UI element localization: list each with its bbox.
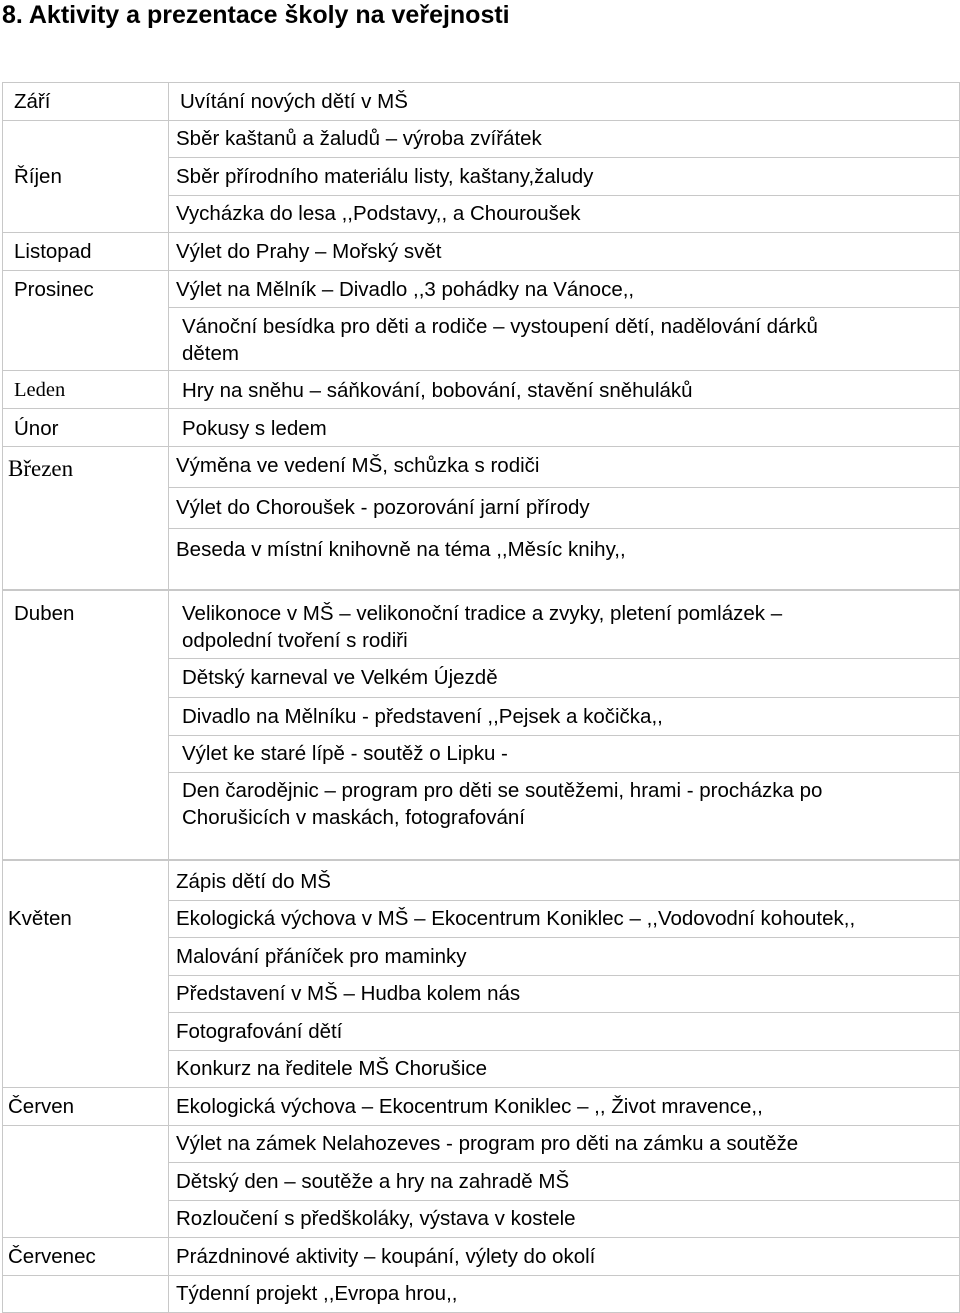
row-divider (168, 1275, 960, 1276)
activity-item: Sběr kaštanů a žaludů – výroba zvířátek (176, 127, 542, 150)
month-label-rijen: Říjen (14, 165, 62, 188)
activity-item: Dětský den – soutěže a hry na zahradě MŠ (176, 1170, 570, 1193)
row-divider (168, 900, 960, 901)
activity-item: Představení v MŠ – Hudba kolem nás (176, 982, 521, 1005)
month-divider (2, 120, 168, 121)
activity-item: Výlet ke staré lípě - soutěž o Lipku - (182, 742, 508, 765)
row-divider (168, 370, 960, 371)
month-divider (2, 1237, 168, 1238)
row-divider (168, 1125, 960, 1126)
activity-item: odpolední tvoření s rodiři (182, 629, 408, 652)
activity-item: Výlet na Mělník – Divadlo ,,3 pohádky na Vánoce,, (176, 278, 635, 301)
activity-item: Chorušicích v maskách, fotografování (182, 806, 525, 829)
activity-item: Divadlo na Mělníku - představení ,,Pejsek a kočička,, (182, 705, 663, 728)
month-divider (2, 232, 168, 233)
row-divider (168, 120, 960, 121)
activity-item: Den čarodějnic – program pro děti se soutěžemi, hrami - procházka po (182, 779, 823, 802)
row-divider (168, 195, 960, 196)
row-divider (168, 658, 960, 659)
activity-item: Konkurz na ředitele MŠ Chorušice (176, 1057, 488, 1080)
month-label-zari: Září (14, 90, 51, 113)
month-label-cervenec: Červenec (8, 1245, 96, 1268)
page-title: 8. Aktivity a prezentace školy na veřejnosti (2, 1, 510, 29)
month-label-kveten: Květen (8, 907, 72, 930)
activity-item: Ekologická výchova v MŠ – Ekocentrum Koniklec – ,,Vodovodní kohoutek,, (176, 907, 856, 930)
activity-item: Velikonoce v MŠ – velikonoční tradice a zvyky, pletení pomlázek – (182, 602, 783, 625)
activity-item: Malování přáníček pro maminky (176, 945, 467, 968)
activity-item: Výlet do Prahy – Mořský svět (176, 240, 442, 263)
activity-item: Dětský karneval ve Velkém Újezdě (182, 666, 498, 689)
month-label-duben: Duben (14, 602, 75, 625)
row-divider (168, 1012, 960, 1013)
row-divider (168, 1200, 960, 1201)
month-divider (2, 1125, 168, 1126)
row-divider (168, 735, 960, 736)
month-label-listopad: Listopad (14, 240, 92, 263)
row-divider (168, 408, 960, 409)
activity-item: Zápis dětí do MŠ (176, 870, 331, 893)
activity-item: dětem (182, 342, 239, 365)
month-label-leden: Leden (14, 379, 66, 401)
month-divider (2, 1275, 168, 1276)
row-divider (168, 446, 960, 447)
row-divider (168, 157, 960, 158)
activity-item: Fotografování dětí (176, 1020, 343, 1043)
month-divider (2, 270, 168, 271)
month-label-brezen: Březen (8, 456, 74, 481)
activity-item: Rozloučení s předškoláky, výstava v kostele (176, 1207, 576, 1230)
activity-item: Vycházka do lesa ,,Podstavy,, a Chouroušek (176, 202, 581, 225)
row-divider (168, 232, 960, 233)
month-divider (2, 446, 168, 447)
month-divider (2, 1087, 168, 1088)
row-divider (168, 270, 960, 271)
activity-item: Hry na sněhu – sáňkování, bobování, stavění sněhuláků (182, 379, 693, 402)
activity-item: Uvítání nových dětí v MŠ (180, 90, 408, 113)
row-divider (168, 697, 960, 698)
activity-item: Beseda v místní knihovně na téma ,,Měsíc knihy,, (176, 538, 626, 561)
activity-item: Pokusy s ledem (182, 417, 327, 440)
activity-item: Výměna ve vedení MŠ, schůzka s rodiči (176, 454, 540, 477)
month-label-cerven: Červen (8, 1095, 75, 1118)
activity-item: Ekologická výchova – Ekocentrum Koniklec – ,, Život mravence,, (176, 1095, 763, 1118)
activity-item: Výlet do Choroušek - pozorování jarní přírody (176, 496, 590, 519)
row-divider (168, 528, 960, 529)
row-divider (168, 1237, 960, 1238)
row-divider (168, 772, 960, 773)
row-divider (168, 1162, 960, 1163)
month-label-prosinec: Prosinec (14, 278, 94, 301)
activity-item: Prázdninové aktivity – koupání, výlety do okolí (176, 1245, 596, 1268)
row-divider (168, 307, 960, 308)
activity-item: Vánoční besídka pro děti a rodiče – vystoupení dětí, nadělování dárků (182, 315, 818, 338)
row-divider (168, 487, 960, 488)
activity-item: Sběr přírodního materiálu listy, kaštany,žaludy (176, 165, 594, 188)
activity-item: Výlet na zámek Nelahozeves - program pro děti na zámku a soutěže (176, 1132, 799, 1155)
row-divider (168, 1087, 960, 1088)
activity-item: Týdenní projekt ,,Evropa hrou,, (176, 1282, 458, 1305)
row-divider (168, 1050, 960, 1051)
month-divider (2, 370, 168, 371)
month-label-unor: Únor (14, 417, 59, 440)
row-divider (168, 975, 960, 976)
row-divider (168, 937, 960, 938)
month-divider (2, 408, 168, 409)
